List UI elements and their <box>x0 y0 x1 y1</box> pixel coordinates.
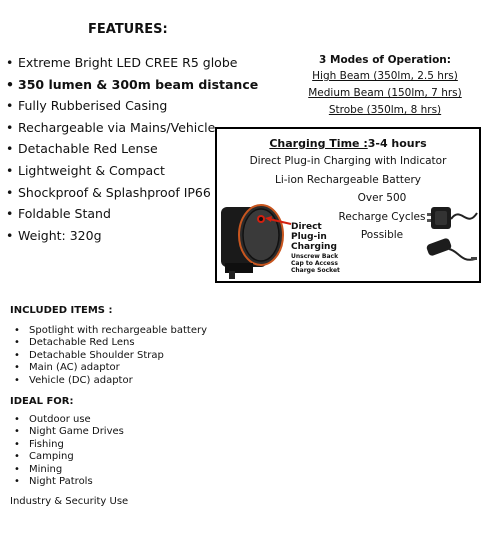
ideal-for-list <box>10 414 124 488</box>
charging-line-3: Over 500 <box>357 192 407 204</box>
list-item: • Weight: 320g <box>6 227 102 243</box>
features-title: FEATURES: <box>88 22 168 37</box>
spotlight-back-image <box>221 199 299 281</box>
included-items-list <box>10 325 207 387</box>
charging-line-5: Possible <box>360 229 404 241</box>
list-item: • Detachable Red Lens <box>14 337 135 349</box>
list-item: • Camping <box>14 451 74 463</box>
list-item: • Main (AC) adaptor <box>14 362 120 374</box>
industry-security-note: Industry & Security Use <box>10 496 129 507</box>
list-item: • Extreme Bright LED CREE R5 globe <box>6 55 238 70</box>
mode-high-beam: High Beam (350lm, 2.5 hrs) <box>312 70 458 82</box>
list-item: • Night Patrols <box>14 475 93 487</box>
charging-line-1: Direct Plug-in Charging with Indicator <box>249 155 447 167</box>
charging-line-4: Recharge Cycles <box>338 211 426 223</box>
charging-title: Charging Time :3-4 hours <box>269 137 427 150</box>
list-item: • Spotlight with rechargeable battery <box>14 325 207 336</box>
list-item: • Fully Rubberised Casing <box>6 98 168 114</box>
charging-info-box <box>215 127 481 283</box>
dc-car-adaptor-icon <box>425 237 479 271</box>
direct-charging-label: Direct Plug-in Charging <box>291 222 337 252</box>
included-items-title: INCLUDED ITEMS : <box>10 305 113 316</box>
mode-medium-beam: Medium Beam (150lm, 7 hrs) <box>308 87 462 99</box>
list-item: • Rechargeable via Mains/Vehicle <box>6 119 216 135</box>
list-item: • Night Game Drives <box>14 426 124 438</box>
list-item: • Fishing <box>14 438 64 450</box>
list-item: • Foldable Stand <box>6 206 111 222</box>
modes-title: 3 Modes of Operation: <box>319 54 451 66</box>
charging-line-2: Li-ion Rechargeable Battery <box>275 174 421 186</box>
list-item: • Shockproof & Splashproof IP66 <box>6 184 211 200</box>
arrow-icon <box>263 215 293 227</box>
list-item: • Vehicle (DC) adaptor <box>14 374 133 386</box>
list-item: • 350 lumen & 300m beam distance <box>6 76 259 92</box>
list-item: • Detachable Red Lense <box>6 141 158 157</box>
list-item: • Detachable Shoulder Strap <box>14 349 164 361</box>
mode-strobe: Strobe (350lm, 8 hrs) <box>328 104 442 116</box>
list-item: • Lightweight & Compact <box>6 162 165 178</box>
ideal-for-title: IDEAL FOR: <box>10 396 74 407</box>
modes-panel <box>300 52 470 119</box>
list-item: • Mining <box>14 463 63 475</box>
charge-socket-note: Unscrew Back Cap to Access Charge Socket <box>291 253 340 274</box>
ac-adaptor-icon <box>427 201 479 235</box>
list-item: • Outdoor use <box>14 414 91 425</box>
